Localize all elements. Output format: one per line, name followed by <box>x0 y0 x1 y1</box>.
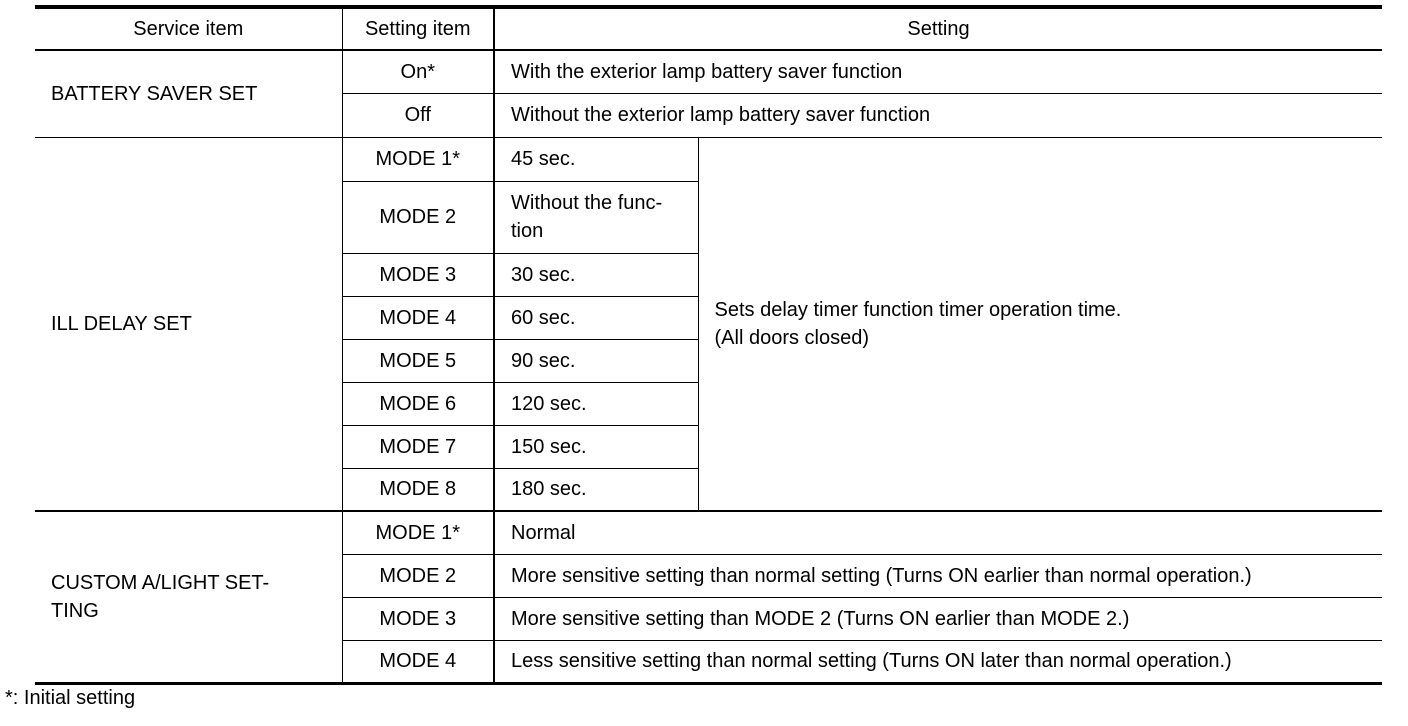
table-row <box>35 511 1382 554</box>
setting-item: MODE 1* <box>342 137 494 181</box>
setting-value: 60 sec. <box>494 296 698 339</box>
service-custom-alight <box>35 511 342 683</box>
setting-value: 90 sec. <box>494 339 698 382</box>
header-setting: Setting <box>494 7 1382 50</box>
ill-delay-note <box>698 137 1382 511</box>
setting-value: More sensitive setting than MODE 2 (Turns ON earlier than MODE 2.) <box>494 597 1382 640</box>
setting-value: 30 sec. <box>494 253 698 296</box>
setting-item: MODE 3 <box>342 253 494 296</box>
setting-value: 150 sec. <box>494 425 698 468</box>
settings-table <box>35 5 1382 685</box>
setting-item: MODE 2 <box>342 554 494 597</box>
setting-value: 45 sec. <box>494 137 698 181</box>
table-row <box>35 137 1382 181</box>
service-line: TING <box>51 599 99 622</box>
setting-item: MODE 1* <box>342 511 494 554</box>
setting-value: Less sensitive setting than normal setting (Turns ON later than normal operation.) <box>494 640 1382 683</box>
service-battery: BATTERY SAVER SET <box>35 50 342 137</box>
setting-value: With the exterior lamp battery saver function <box>494 50 1382 93</box>
service-line: CUSTOM A/LIGHT SET- <box>51 571 270 594</box>
table-row <box>35 50 1382 93</box>
setting-item: MODE 6 <box>342 382 494 425</box>
note-line: (All doors closed) <box>714 326 870 349</box>
setting-item: MODE 3 <box>342 597 494 640</box>
header-setting-item: Setting item <box>342 7 494 50</box>
setting-value: More sensitive setting than normal setting (Turns ON earlier than normal operation.) <box>494 554 1382 597</box>
setting-value: 120 sec. <box>494 382 698 425</box>
setting-item: Off <box>342 93 494 137</box>
setting-item: MODE 4 <box>342 296 494 339</box>
setting-item: MODE 8 <box>342 468 494 511</box>
setting-item: MODE 5 <box>342 339 494 382</box>
service-ill-delay: ILL DELAY SET <box>35 137 342 511</box>
setting-value: Without the exterior lamp battery saver function <box>494 93 1382 137</box>
header-row <box>35 7 1382 50</box>
setting-item: MODE 2 <box>342 181 494 253</box>
setting-item: On* <box>342 50 494 93</box>
setting-value: Normal <box>494 511 1382 554</box>
footnote: *: Initial setting <box>5 687 136 709</box>
header-service-item: Service item <box>35 7 342 50</box>
setting-value: 180 sec. <box>494 468 698 511</box>
setting-item: MODE 7 <box>342 425 494 468</box>
setting-item: MODE 4 <box>342 640 494 683</box>
setting-value: Without the func-tion <box>494 181 698 253</box>
note-line: Sets delay timer function timer operation time. <box>714 298 1122 321</box>
